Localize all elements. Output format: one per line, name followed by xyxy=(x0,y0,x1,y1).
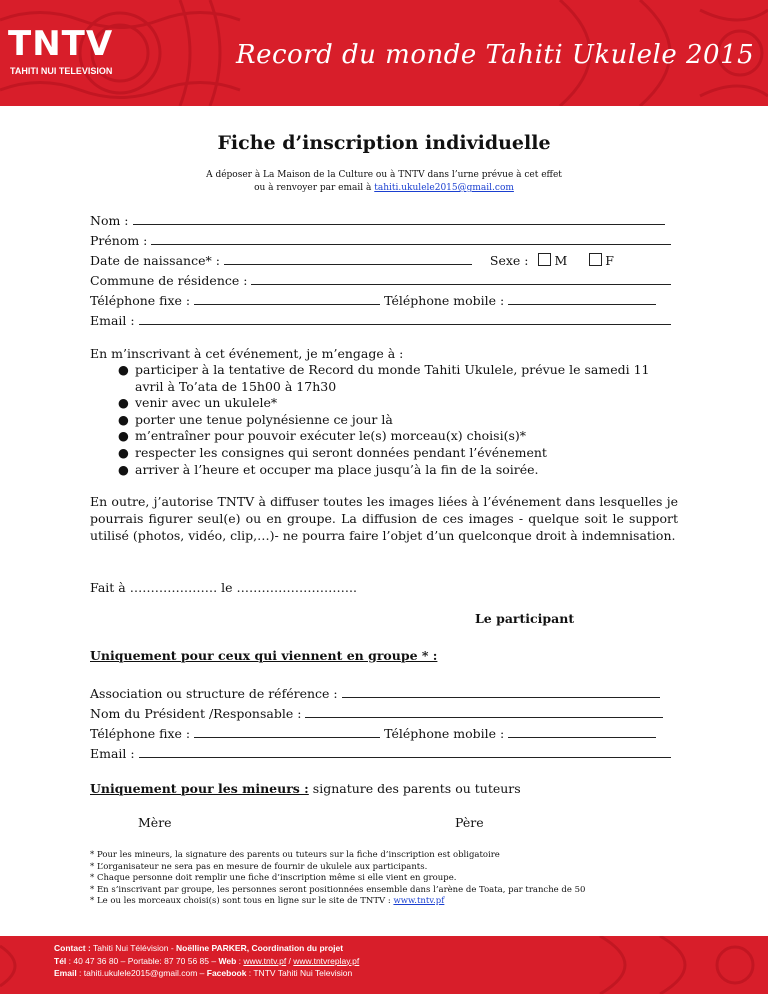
sexe-label: Sexe : xyxy=(489,253,529,268)
footer-contact xyxy=(54,942,359,980)
sexe-m-label: M xyxy=(554,253,568,268)
web-sep: : xyxy=(236,955,244,966)
email-field[interactable] xyxy=(139,312,671,325)
footer-line-2 xyxy=(54,955,359,968)
association-field[interactable] xyxy=(342,685,660,698)
footer-line-1 xyxy=(54,942,359,955)
logo-subtitle: TAHITI NUI TELEVISION xyxy=(10,66,113,76)
engagement-list xyxy=(90,362,680,478)
sexe-f-label: F xyxy=(605,253,614,268)
email-label: Email : xyxy=(90,313,135,328)
engagement-intro: En m’inscrivant à cet événement, je m’engage à : xyxy=(90,346,404,361)
fait-a-line[interactable]: Fait à ………………… le ……………………….. xyxy=(90,580,357,595)
footnotes xyxy=(90,850,585,908)
instructions-line-1: A déposer à La Maison de la Culture ou à TNTV dans l’urne prévue à cet effet xyxy=(206,170,562,180)
prenom-label: Prénom : xyxy=(90,233,148,248)
tel-fixe-field[interactable] xyxy=(194,292,380,305)
list-item xyxy=(90,362,680,379)
bullet-icon: ● xyxy=(118,411,129,427)
commune-row xyxy=(90,272,671,289)
list-item-text: arriver à l’heure et occuper ma place jusqu’à la fin de la soirée. xyxy=(135,461,539,477)
logo-word: TNTV xyxy=(8,24,114,64)
header-banner xyxy=(0,0,768,106)
bullet-icon: ● xyxy=(118,362,129,377)
group-tel-mobile-label: Téléphone mobile : xyxy=(384,726,505,741)
minors-heading: Uniquement pour les mineurs : xyxy=(90,781,309,796)
group-heading: Uniquement pour ceux qui viennent en groupe * : xyxy=(90,648,438,663)
group-tel-mobile-field[interactable] xyxy=(508,725,656,738)
sexe-m-checkbox[interactable] xyxy=(538,253,551,266)
prenom-row xyxy=(90,232,671,249)
birthdate-field[interactable] xyxy=(224,252,472,265)
footnote: * Chaque personne doit remplir une fiche d’inscription même si elle vient en groupe. xyxy=(90,873,457,883)
footnote-text: * Le ou les morceaux choisi(s) sont tous en ligne sur le site de TNTV : xyxy=(90,896,394,906)
list-item-text: porter une tenue polynésienne ce jour là xyxy=(135,411,393,427)
association-label: Association ou structure de référence : xyxy=(90,686,338,701)
contact-text: Tahiti Nui Télévision - xyxy=(90,943,177,953)
tel-mobile-label: Téléphone mobile : xyxy=(384,293,505,308)
bullet-icon: ● xyxy=(118,461,129,477)
telephone-row xyxy=(90,292,656,309)
pere-signature-label: Père xyxy=(455,815,484,830)
list-item xyxy=(90,428,680,445)
tel-fixe-label: Téléphone fixe : xyxy=(90,293,191,308)
list-item xyxy=(90,395,680,412)
footer-line-3 xyxy=(54,967,359,980)
group-email-row xyxy=(90,745,671,762)
group-tel-fixe-label: Téléphone fixe : xyxy=(90,726,191,741)
commune-label: Commune de résidence : xyxy=(90,273,248,288)
bullet-icon: ● xyxy=(118,444,129,460)
instructions-prefix: ou à renvoyer par email à xyxy=(254,183,375,193)
footnote: * L’organisateur ne sera pas en mesure de fournir de ukulele aux participants. xyxy=(90,861,428,872)
facebook-label: Facebook xyxy=(206,968,247,978)
bullet-icon: ● xyxy=(118,395,129,411)
commune-field[interactable] xyxy=(251,272,671,285)
footer-banner xyxy=(0,936,768,994)
group-telephone-row xyxy=(90,725,656,742)
group-email-label: Email : xyxy=(90,746,135,761)
mere-signature-label: Mère xyxy=(138,815,172,830)
group-email-field[interactable] xyxy=(139,745,671,758)
list-item xyxy=(90,462,680,479)
group-tel-fixe-field[interactable] xyxy=(194,725,380,738)
tntv-website-link[interactable]: www.tntv.pf xyxy=(393,896,445,906)
list-item-text: participer à la tentative de Record du monde Tahiti Ukulele, prévue le samedi 11 xyxy=(135,362,650,377)
nom-field[interactable] xyxy=(133,212,665,225)
minors-text: signature des parents ou tuteurs xyxy=(308,781,521,796)
contact-label: Contact : xyxy=(54,943,91,953)
naissance-row xyxy=(90,252,614,269)
association-row xyxy=(90,685,660,702)
list-item-text: respecter les consignes qui seront données pendant l’événement xyxy=(135,444,547,460)
president-label: Nom du Président /Responsable : xyxy=(90,706,302,721)
list-item-text: m’entraîner pour pouvoir exécuter le(s) morceau(x) choisi(s)* xyxy=(135,428,526,444)
email-text-footer: : tahiti.ukulele2015@gmail.com – xyxy=(76,968,207,978)
tel-label: Tél xyxy=(54,955,67,966)
minors-row xyxy=(90,781,521,797)
web-label: Web xyxy=(218,955,237,966)
list-item xyxy=(90,379,680,396)
footnote: * En s’inscrivant par groupe, les personnes seront positionnées ensemble dans l’arène de Toata, par tranche de 50 xyxy=(90,884,586,895)
list-item-text: venir avec un ukulele* xyxy=(135,395,278,411)
email-row xyxy=(90,312,671,329)
form-title: Fiche d’inscription individuelle xyxy=(217,132,551,154)
tntv-link[interactable]: www.tntv.pf xyxy=(243,955,287,966)
email-label-footer: Email xyxy=(54,968,77,978)
participant-signature-label: Le participant xyxy=(475,611,575,626)
president-row xyxy=(90,705,663,722)
facebook-text: : TNTV Tahiti Nui Television xyxy=(246,968,353,978)
tel-text: : 40 47 36 80 – Portable: 87 70 56 85 – xyxy=(66,955,219,966)
list-item-text: avril à To’ata de 15h00 à 17h30 xyxy=(135,378,337,394)
list-item xyxy=(90,445,680,462)
prenom-field[interactable] xyxy=(151,232,671,245)
contact-email-link[interactable]: tahiti.ukulele2015@gmail.com xyxy=(374,183,514,193)
instructions-line-2 xyxy=(0,183,768,193)
tel-mobile-field[interactable] xyxy=(508,292,656,305)
event-title: Record du monde Tahiti Ukulele 2015 xyxy=(236,40,755,70)
web-slash: / xyxy=(286,955,294,966)
naissance-label: Date de naissance* : xyxy=(90,253,220,268)
footnote-with-link xyxy=(90,896,585,908)
tntv-logo xyxy=(8,22,158,82)
bullet-icon: ● xyxy=(118,428,129,444)
footnote: * Pour les mineurs, la signature des parents ou tuteurs sur la fiche d’inscription est obligatoire xyxy=(90,850,500,860)
president-field[interactable] xyxy=(305,705,663,718)
sexe-f-checkbox[interactable] xyxy=(589,253,602,266)
authorization-paragraph: En outre, j’autorise TNTV à diffuser toutes les images liées à l’événement dans lesquelles je pourrais figurer seul(e) ou en groupe. La diffusion de ces images - quelque soit le support utilisé (photos, vidéo, clip,…)- ne pourra faire l’objet d’un quelconque droit à indemnisation. xyxy=(90,494,678,543)
contact-name: Noëlline PARKER, Coordination du projet xyxy=(176,943,344,953)
nom-label: Nom : xyxy=(90,213,129,228)
nom-row xyxy=(90,212,665,229)
tntvreplay-link[interactable]: www.tntvreplay.pf xyxy=(293,955,360,966)
list-item xyxy=(90,412,680,429)
